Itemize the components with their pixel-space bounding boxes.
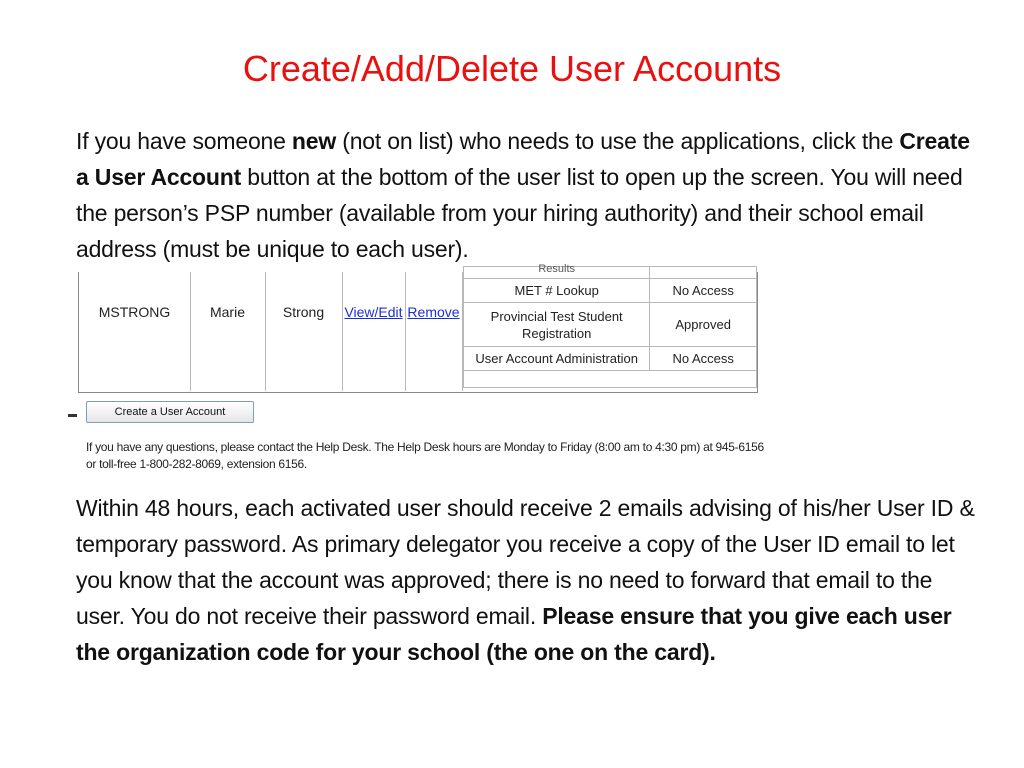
followup-paragraph (76, 490, 976, 670)
permission-application: User Account Administration (464, 347, 650, 370)
intro-text-2: (not on list) who needs to use the applications, click the (336, 128, 900, 154)
permission-access: No Access (672, 283, 734, 298)
permission-row (464, 347, 756, 371)
permission-application: Provincial Test Student Registration (464, 303, 650, 346)
permission-access: No Access (672, 351, 734, 366)
first-name-cell (190, 272, 266, 391)
permission-access: Approved (675, 317, 731, 332)
username: MSTRONG (98, 304, 171, 320)
intro-paragraph (76, 123, 976, 267)
permissions-table (463, 263, 757, 388)
remove-cell (405, 272, 463, 391)
permissions-partial-value (650, 267, 756, 278)
permissions-partial-name: Results (464, 267, 650, 278)
view-edit-link[interactable]: View/Edit (344, 304, 403, 320)
intro-bold-new: new (291, 128, 337, 154)
intro-text-1: If you have someone (76, 128, 292, 154)
permission-application: MET # Lookup (464, 279, 650, 302)
create-user-account-button[interactable]: Create a User Account (86, 401, 254, 423)
followup-text: Within 48 hours, each activated user should receive 2 emails advising of his/her User ID & temporary password. As primary delegator you receive a copy of the User ID email to let you know that the account was approved; there is no need to forward that email to the user. You do not receive their password email. (76, 495, 975, 629)
intro-text-3: button at the bottom of the user list to open up the screen. You will need the person’s PSP number (available from your hiring authority) and their school email address (must be unique to each user). (76, 164, 963, 262)
slide-title: Create/Add/Delete User Accounts (242, 48, 782, 89)
last-name-cell (265, 272, 343, 391)
remove-link[interactable]: Remove (407, 304, 460, 320)
username-cell (79, 272, 191, 391)
help-desk-note: If you have any questions, please contact the Help Desk. The Help Desk hours are Monday to Friday (8:00 am to 4:30 pm) at 945-6156 or toll-free 1-800-282-8069, extension 6156. (86, 440, 764, 471)
last-name: Strong (282, 304, 325, 320)
permission-row (464, 279, 756, 303)
permission-row (464, 303, 756, 347)
intro-bold-create: Create a User Account (76, 128, 970, 190)
view-edit-cell (342, 272, 406, 391)
permissions-row-partial (464, 263, 756, 279)
user-list-screenshot (78, 263, 758, 393)
followup-bold: Please ensure that you give each user the organization code for your school (the one on the card). (76, 603, 952, 665)
first-name: Marie (209, 304, 245, 320)
pointer-marker (68, 414, 77, 417)
